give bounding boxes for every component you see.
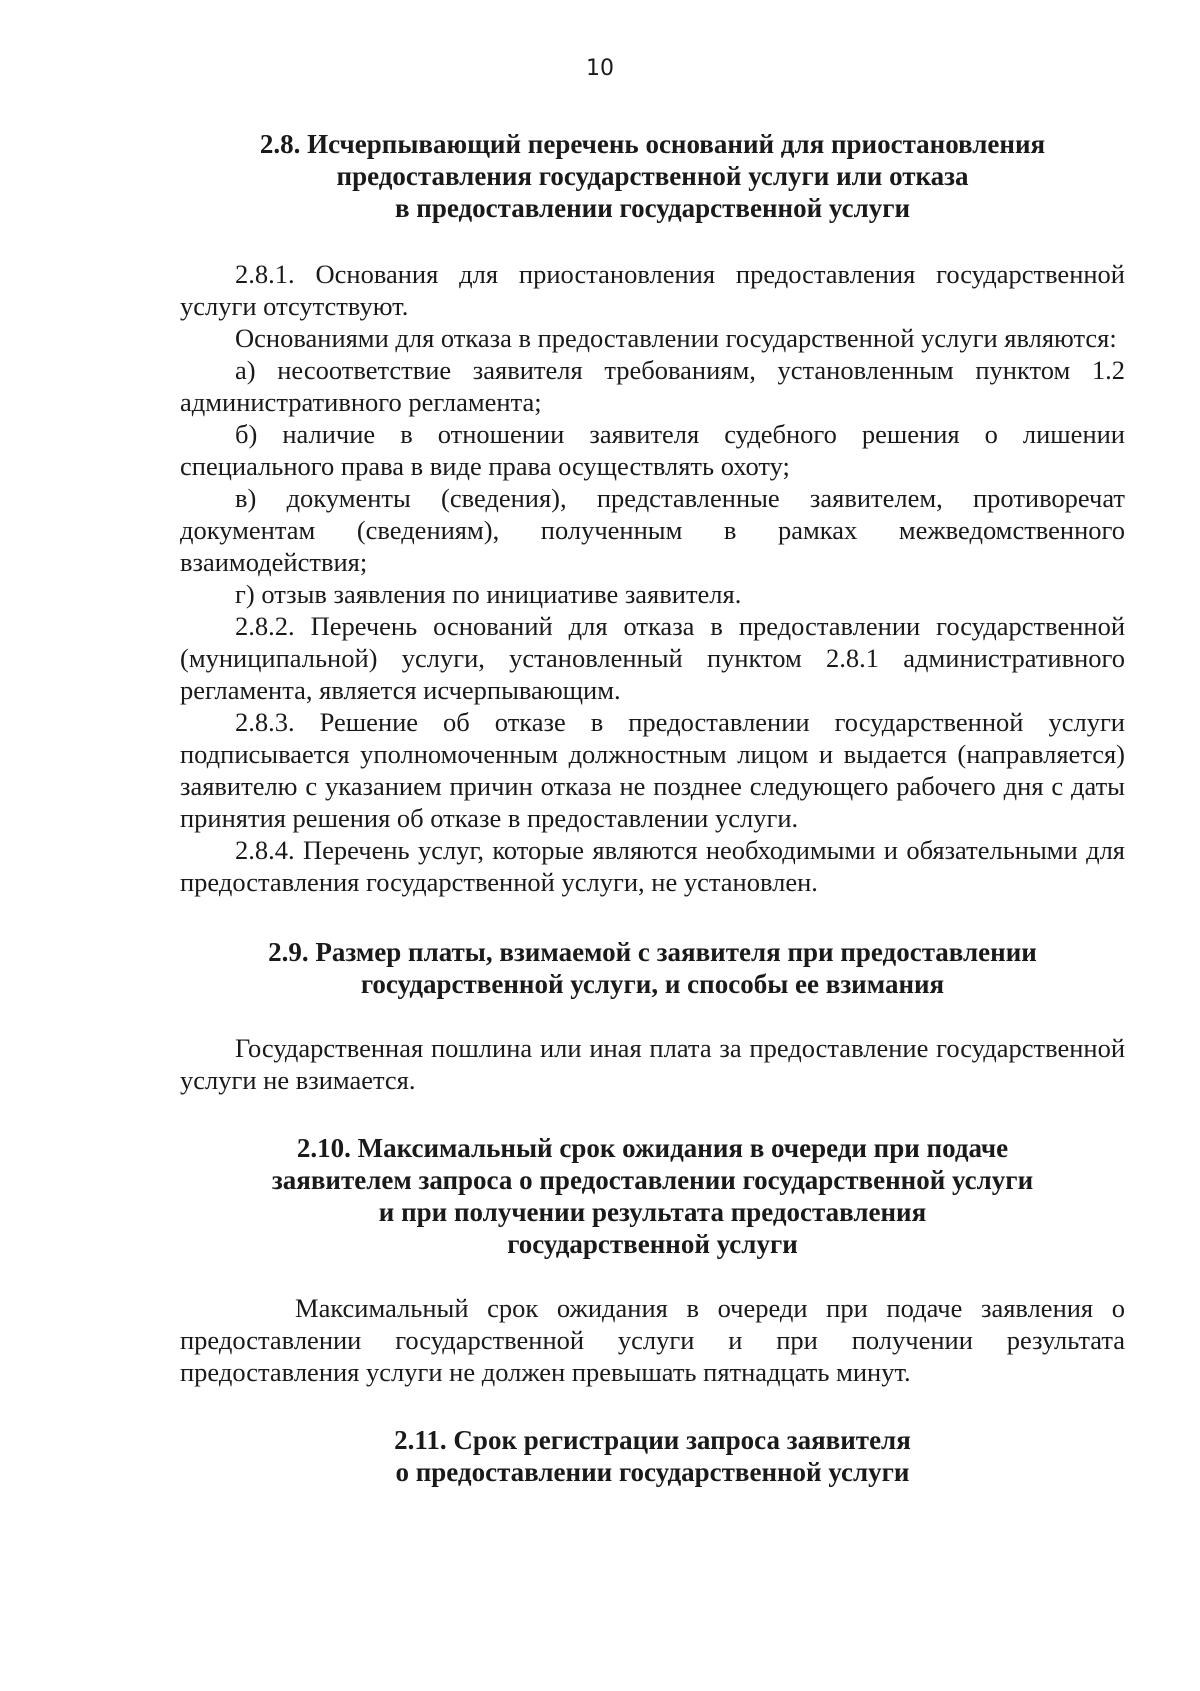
heading-line: о предоставлении государственной услуги [395, 1457, 910, 1487]
heading-line: и при получении результата предоставления [378, 1197, 927, 1227]
heading-line: в предоставлении государственной услуги [394, 193, 911, 223]
heading-line: 2.8. Исчерпывающий перечень оснований для приостановления [259, 129, 1046, 159]
list-item-b: б) наличие в отношении заявителя судебного решения о лишении специального права в виде права осуществлять охоту; [180, 419, 1125, 481]
heading-line: заявителем запроса о предоставлении государственной услуги [271, 1165, 1034, 1195]
paragraph-2-8-1: 2.8.1. Основания для приостановления предоставления государственной услуги отсутствуют. [180, 259, 1125, 321]
section-2-9-heading [180, 936, 1125, 1000]
paragraph-2-8-2: 2.8.2. Перечень оснований для отказа в предоставлении государственной (муниципальной) услуги, установленный пунктом 2.8.1 административного регламента, является исчерпывающим. [180, 611, 1125, 705]
list-item-a: а) несоответствие заявителя требованиям, установленным пунктом 1.2 административного регламента; [180, 355, 1125, 417]
heading-line: 2.10. Максимальный срок ожидания в очереди при подаче [296, 1133, 1009, 1163]
list-item-g: г) отзыв заявления по инициативе заявителя. [235, 579, 742, 609]
heading-line: государственной услуги [507, 1229, 798, 1259]
heading-line: 2.9. Размер платы, взимаемой с заявителя при предоставлении [268, 937, 1037, 967]
page-content [180, 128, 1125, 1488]
section-2-10-heading [180, 1132, 1125, 1260]
paragraph-refusal-grounds: Основаниями для отказа в предоставлении государственной услуги являются: [235, 323, 1117, 353]
paragraph-2-8-4: 2.8.4. Перечень услуг, которые являются необходимыми и обязательными для предоставления государственной услуги, не установлен. [180, 835, 1125, 897]
paragraph-2-8-3: 2.8.3. Решение об отказе в предоставлении государственной услуги подписывается уполномоченным должностным лицом и выдается (направляется) заявителю с указанием причин отказа не позднее следующего рабочего дня с даты принятия решения об отказе в предоставлении услуги. [180, 707, 1125, 833]
heading-line: 2.11. Срок регистрации запроса заявителя [394, 1425, 911, 1455]
page-number: 10 [586, 56, 614, 81]
list-item-v: в) документы (сведения), представленные заявителем, противоречат документам (сведениям), полученным в рамках межведомственного взаимодействия; [180, 483, 1125, 577]
heading-line: государственной услуги, и способы ее взимания [360, 969, 945, 999]
section-2-11-heading [180, 1424, 1125, 1488]
paragraph-2-10-wait-time: Максимальный срок ожидания в очереди при подаче заявления о предоставлении государственной услуги и при получении результата предоставления услуги не должен превышать пятнадцать минут. [180, 1293, 1125, 1387]
heading-line: предоставления государственной услуги или отказа [336, 161, 969, 191]
section-2-8-heading [180, 128, 1125, 224]
paragraph-2-9-fee: Государственная пошлина или иная плата за предоставление государственной услуги не взимается. [180, 1033, 1125, 1095]
